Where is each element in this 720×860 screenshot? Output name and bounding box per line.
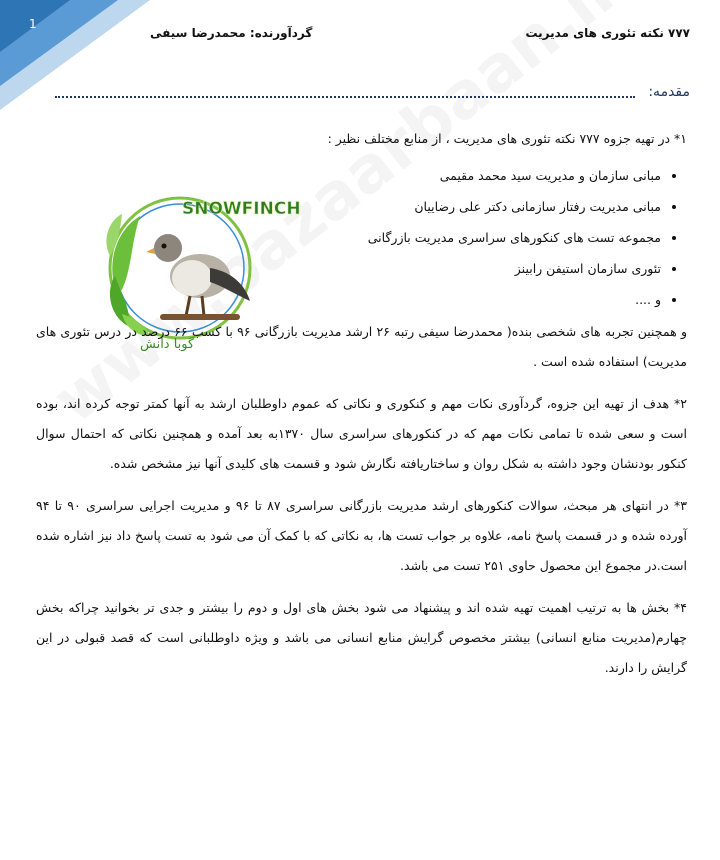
paragraph-4: ۴* بخش ها به ترتیب اهمیت تهیه شده اند و پیشنهاد می شود بخش های اول و دوم را بیشتر و جدی تر بخوانید چراکه بخش چهارم(مدیریت منابع انسانی) بیشتر مخصوص گرایش منابع انسانی می باشد و ویژه داوطلبانی است که قصد قبولی در این گرایش را دارند.	[36, 600, 687, 675]
header-compiler: گردآورنده: محمدرضا سیفی	[150, 26, 313, 40]
paragraph-2: ۲* هدف از تهیه این جزوه، گردآوری نکات مهم و کنکوری و نکاتی که عموم داوطلبان ارشد به آنها کمتر توجه کرده اند، بوده است و سعی شده تا تمامی نکات مهم که در کنکورهای سراسری سال ۱۳۷۰به بعد آمده و همچنین نکاتی که احتمال سوال کنکور بودنشان وجود داشته به شکل روان و ساختاریافته نگارش شود و قسمت های کلیدی آنها نیز مشخص شده.	[36, 396, 687, 471]
paragraph-1-intro: ۱* در تهیه جزوه ۷۷۷ نکته تئوری های مدیریت ، از منابع مختلف نظیر :	[327, 131, 687, 146]
logo-brand-text: SNOWFINCH	[182, 199, 301, 219]
list-item: • و ....	[271, 284, 661, 315]
page-number: 1	[29, 17, 37, 31]
paragraph-1-closing: و همچنین تجربه های شخصی بنده( محمدرضا سیفی رتبه ۲۶ ارشد مدیریت بازرگانی ۹۶ با کسب ۶۶ درصد در درس تئوری های مدیریت) استفاده شده است .	[36, 324, 687, 369]
logo-sub-text: گوبا دانش	[140, 337, 195, 352]
list-item: • مبانی مدیریت رفتار سازمانی دکتر علی رضاییان	[271, 191, 661, 222]
document-body	[36, 124, 687, 695]
paragraph-3: ۳* در انتهای هر مبحث، سوالات کنکورهای ارشد مدیریت بازرگانی سراسری ۸۷ تا ۹۶ و مدیریت اجرایی سراسری ۹۰ تا ۹۴ آورده شده و در قسمت پاسخ نامه، علاوه بر جواب تست ها، به نکاتی که با کمک آن می شود به تست پاسخ داد نیز اشاره شده است.در مجموع این محصول حاوی ۲۵۱ تست می باشد.	[36, 498, 687, 573]
list-item: • مبانی سازمان و مدیریت سید محمد مقیمی	[271, 160, 661, 191]
list-item: • تئوری سازمان استیفن رابینز	[271, 253, 661, 284]
corner-decoration	[0, 0, 150, 110]
header-title: ۷۷۷ نکته تئوری های مدیریت	[525, 26, 690, 40]
sources-list	[271, 160, 687, 315]
heading-dotted-rule	[55, 96, 635, 98]
section-title: مقدمه:	[648, 84, 690, 100]
list-item: • مجموعه تست های کنکورهای سراسری مدیریت بازرگانی	[271, 222, 661, 253]
